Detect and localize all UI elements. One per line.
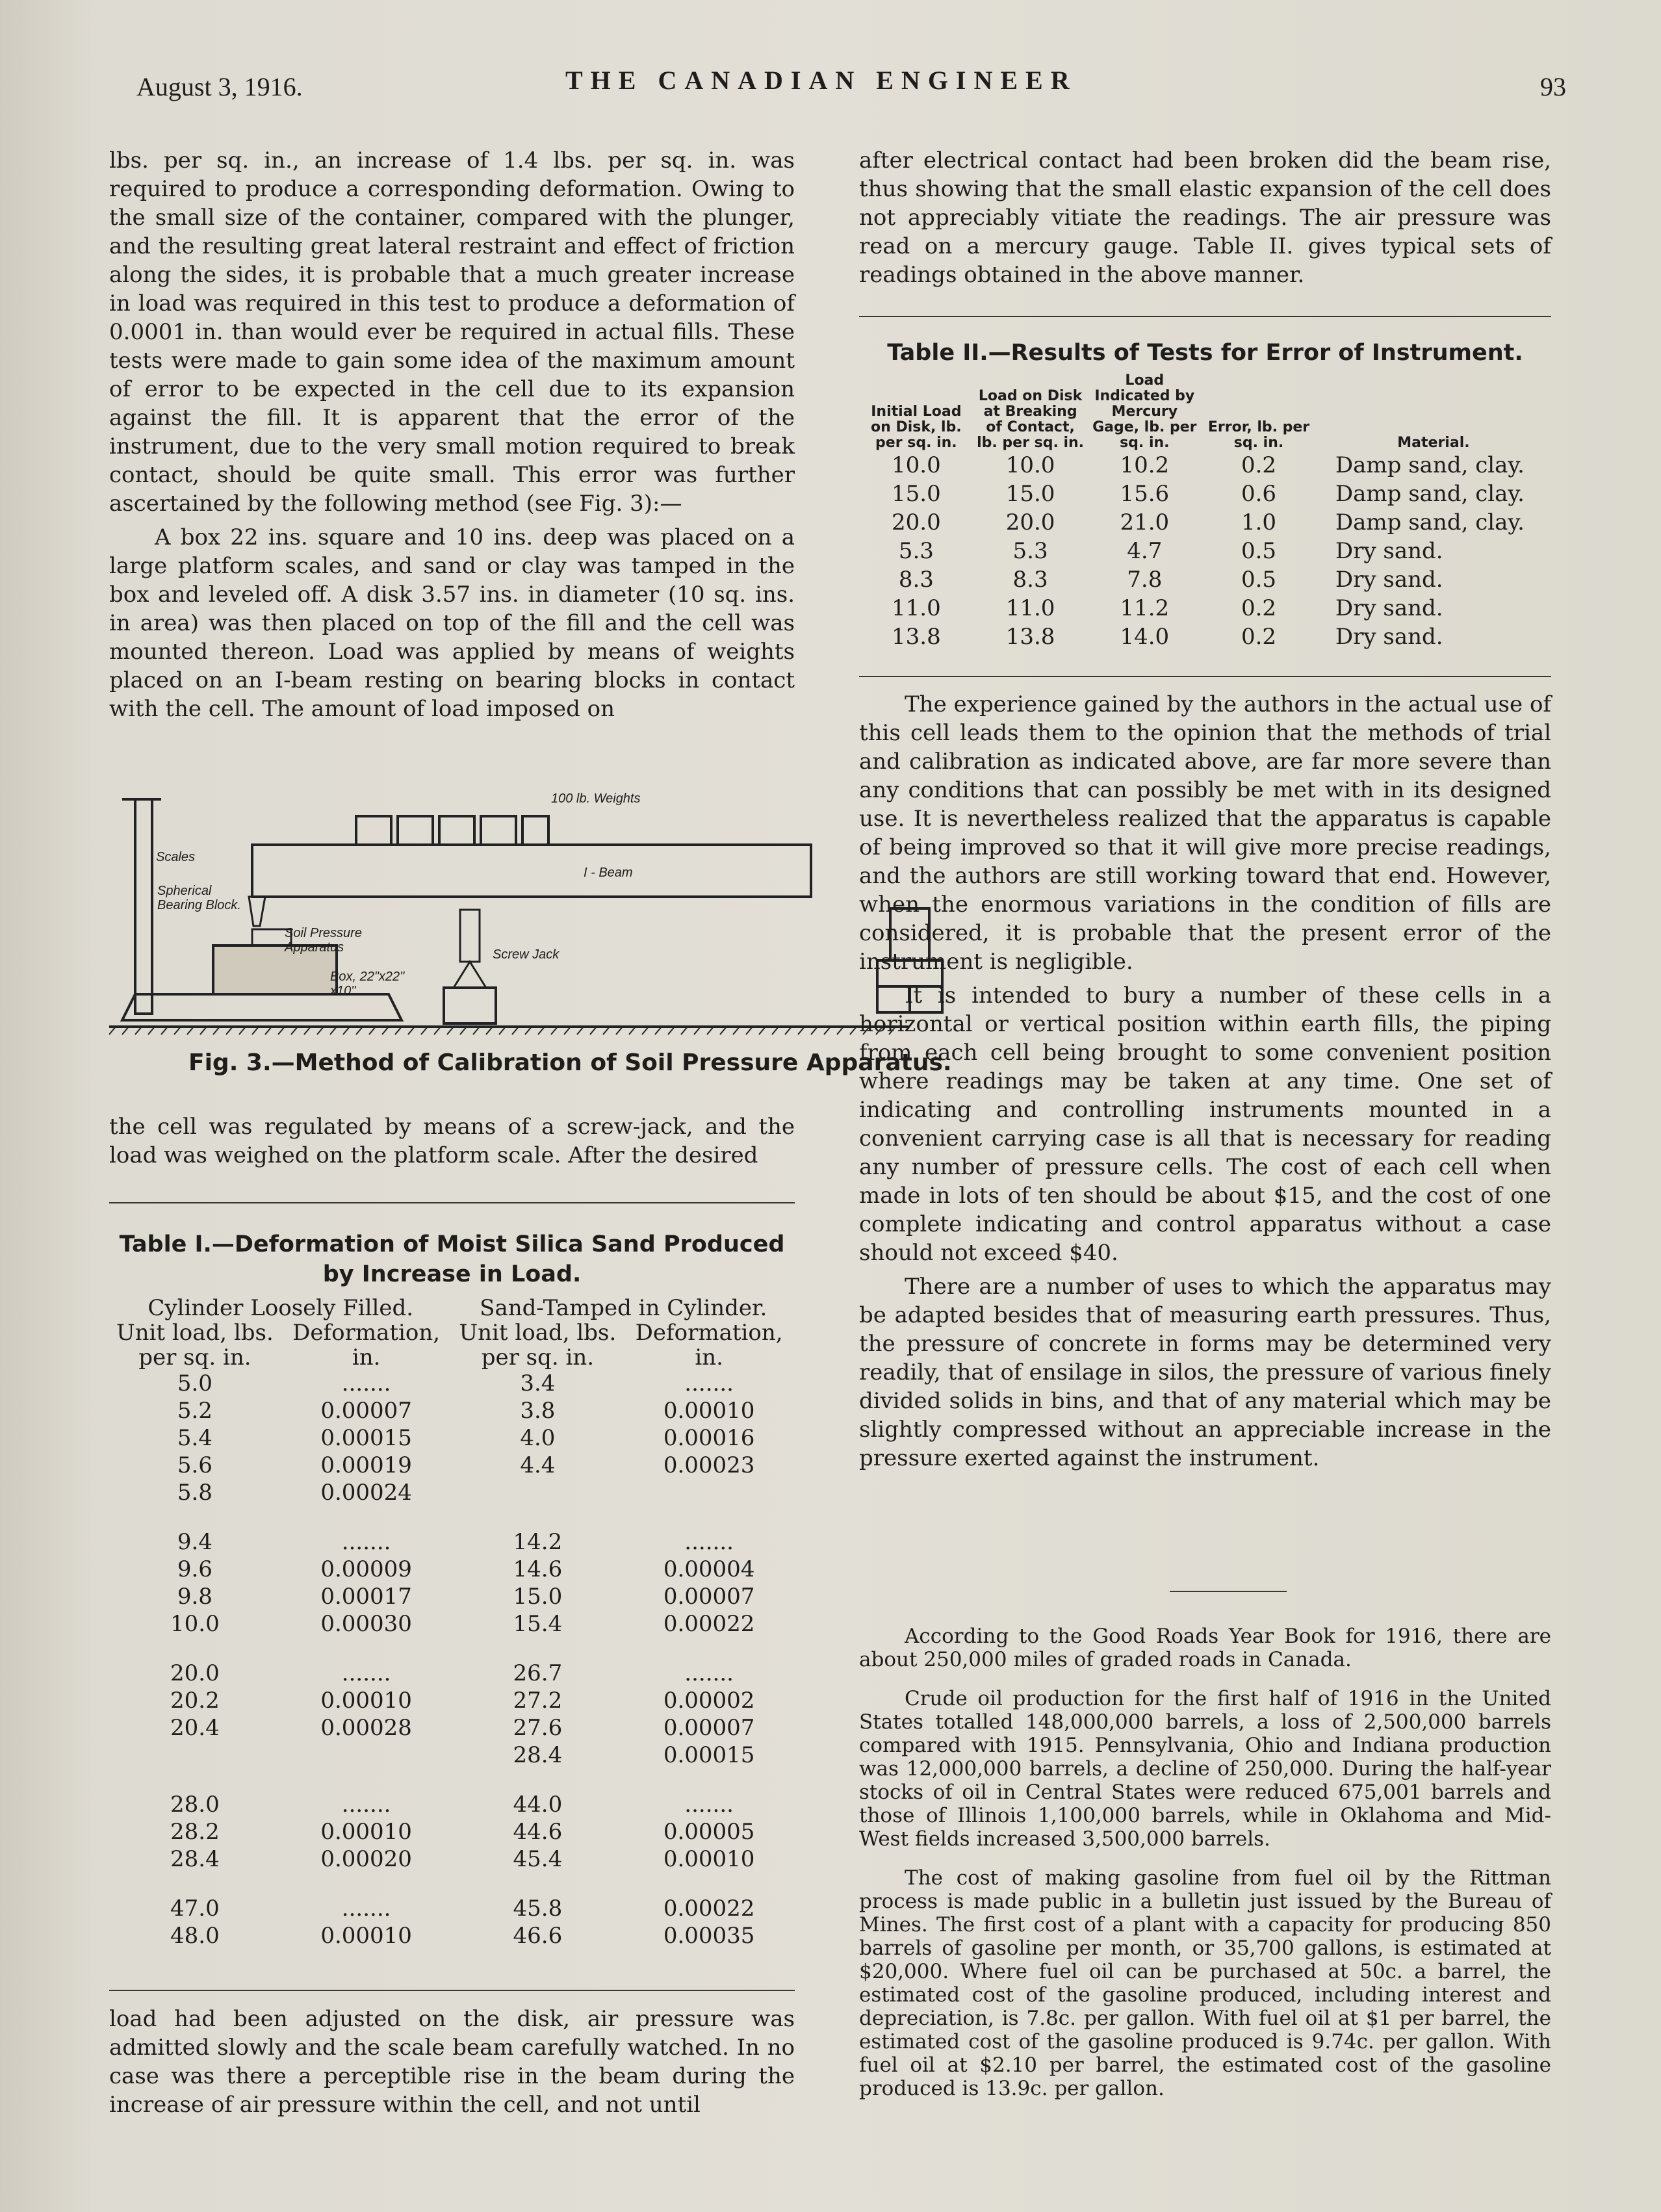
label-weights: 100 lb. Weights [551,791,641,806]
table-row [109,1506,795,1528]
col-header: Initial Load on Disk, lb. per sq. in. [871,404,962,451]
note: According to the Good Roads Year Book for 1916, there are about 250,000 miles of graded roads in Canada. [859,1625,1551,1671]
table-cell: 11.0 [892,595,941,621]
table-cell: 8.3 [898,567,934,593]
table-cell: ....... [341,1792,391,1818]
issue-date: August 3, 1916. [136,72,303,101]
divider [109,1202,795,1203]
table-cell: 10.2 [1120,452,1170,478]
material-cell: Damp sand, clay. [1335,509,1525,535]
table-cell: 3.4 [520,1370,556,1396]
table-cell: 0.00009 [320,1556,412,1582]
table-cell: ....... [341,1529,391,1555]
table-row [109,1397,795,1424]
table-cell [623,1769,795,1791]
table-cell: 3.8 [520,1398,556,1424]
table-row [859,565,1551,594]
table-cell [623,1506,795,1528]
col-header: Material. [1397,435,1470,451]
table-row [109,1610,795,1638]
table-cell: 0.00022 [663,1896,755,1922]
paragraph: load had been adjusted on the disk, air pressure was admitted slowly and the scale beam carefully watched. In no case was there a perceptible rise in the beam during the increase of air pressure within the cell, and not until [109,2006,795,2118]
divider [859,316,1551,317]
table-cell: 11.0 [1005,595,1055,621]
table-cell [281,1506,452,1528]
table-row [109,1638,795,1660]
table-row [109,1895,795,1922]
table-cell: 0.00022 [663,1611,755,1637]
table-cell: 0.5 [1241,567,1277,593]
table-cell: 0.00010 [320,1819,412,1845]
table-cell: 0.00016 [663,1425,755,1451]
table-cell: 20.4 [170,1715,220,1741]
paragraph: The experience gained by the authors in the actual use of this cell leads them to the opinion that the methods of trial and calibration as indicated above, are far more severe than any conditions that can possibly be met with in its designed use. It is nevertheless realized that the apparatus is capable of being improved so that it will give more precise readings, and the authors are still working toward that end. However, when the enormous variations in the condition of fills are considered, it is probable that the present error of the instrument is negligible. [859,691,1551,975]
table-cell: 28.2 [170,1819,220,1845]
table-cell: 15.0 [513,1584,563,1610]
table-row [109,1818,795,1845]
table-cell: 10.0 [1005,452,1055,478]
table-row [109,1556,795,1583]
table-row [859,451,1551,480]
table-cell: 0.2 [1241,624,1277,650]
table-cell: 48.0 [170,1923,220,1949]
table-cell [109,1769,281,1791]
table-cell: 4.7 [1127,538,1163,564]
table-cell: 0.00007 [320,1398,412,1424]
table-cell: 0.00019 [320,1452,412,1478]
table-cell: 0.2 [1241,595,1277,621]
table-cell: 15.0 [1005,481,1055,507]
table-row [859,623,1551,651]
page-header [136,65,1566,104]
paragraph: It is intended to bury a number of these cells in a horizontal or vertical position within earth fills, the piping from each cell being brought to some convenient position where readings may be taken at any time. One set of indicating and controlling instruments mounted in a convenient carrying case is all that is necessary for reading any number of pressure cells. The cost of each cell when made in lots of ten should be about $15, and the cost of one complete indicating and control apparatus without a case should not exceed $40. [859,983,1551,1266]
table-cell [281,1638,452,1660]
table-cell [452,1506,624,1528]
note: Crude oil production for the first half of 1916 in the United States totalled 148,000,000 barrels, a loss of 2,500,000 barrels compared with 1915. Pennsylvania, Ohio and Indiana production was 12,000,000 barrels, a decline of 250,000. During the half-year stocks of oil in Central States were reduced 675,001 barrels and those of Illinois 1,100,000 barrels, while in Oklahoma and Mid-West fields increased 3,500,000 barrels. [859,1687,1551,1851]
left-column-mid [109,1112,795,1175]
table-cell: 0.00010 [663,1846,755,1872]
table-cell: 0.00024 [320,1480,412,1506]
label-bearing-block: Spherical Bearing Block. [157,884,241,912]
table-cell: 9.8 [177,1584,212,1610]
table-cell: 0.00030 [320,1611,412,1637]
table-cell: 21.0 [1120,509,1170,535]
table-cell: 0.00015 [663,1742,755,1768]
paragraph: lbs. per sq. in., an increase of 1.4 lbs. per sq. in. was required to produce a corresponding deformation. Owing to the small size of the container, compared with the plunger, and the resulting great lateral restraint and effect of friction along the sides, it is probable that a much greater increase in load was required in this test to produce a deformation of 0.0001 in. than would ever be required in actual fills. These tests were made to gain some idea of the maximum amount of error to be expected in the cell due to its expansion against the fill. It is apparent that the error of the instrument, due to the very small motion required to break contact, should be quite small. This error was further ascertained by the following method (see Fig. 3):— [109,148,795,517]
table-cell: 28.0 [170,1792,220,1818]
table-row [109,1714,795,1742]
table-cell: 0.00028 [320,1715,412,1741]
table-row [109,1769,795,1791]
table-cell [452,1479,624,1506]
table-cell [623,1638,795,1660]
col-header-deformation: Deformation, in. [292,1320,441,1370]
table-cell: ....... [341,1896,391,1922]
col-header-deformation: Deformation, in. [635,1320,783,1370]
table-cell: 5.3 [1012,538,1048,564]
table-1-group-right: Sand-Tamped in Cylinder. [480,1295,767,1321]
table-cell [281,1742,452,1769]
table-cell: 5.3 [898,538,934,564]
short-divider [1170,1591,1287,1592]
table-cell: 28.4 [513,1742,563,1768]
table-cell: 0.5 [1241,538,1277,564]
left-column-bottom [109,2005,795,2124]
table-row [109,1583,795,1610]
table-cell: 0.00010 [320,1688,412,1714]
paragraph: A box 22 ins. square and 10 ins. deep was placed on a large platform scales, and sand or clay was tamped in the box and leveled off. A disk 3.57 ins. in diameter (10 sq. ins. in area) was then placed on top of the fill and the cell was mounted thereon. Load was applied by means of weights placed on an I-beam resting on bearing blocks in contact with the cell. The amount of load imposed on [109,524,795,722]
table-cell: ....... [684,1529,734,1555]
table-cell: 0.00005 [663,1819,755,1845]
table-cell: 15.0 [892,481,941,507]
table-cell: 0.2 [1241,452,1277,478]
table-cell: 26.7 [513,1660,563,1686]
table-cell: 15.4 [513,1611,563,1637]
col-header-load: Unit load, lbs. per sq. in. [459,1320,617,1370]
table-cell [109,1742,281,1769]
table-cell: 27.2 [513,1688,563,1714]
material-cell: Dry sand. [1335,595,1443,621]
table-2 [859,338,1551,651]
table-cell: 20.0 [170,1660,220,1686]
table-cell: 46.6 [513,1923,563,1949]
label-box: Box, 22"x22" x10" [330,970,405,998]
table-cell: 4.0 [520,1425,556,1451]
table-cell: 5.2 [177,1398,212,1424]
table-cell [452,1873,624,1895]
table-cell: 13.8 [892,624,941,650]
table-cell: 5.6 [177,1452,212,1478]
page-number: 93 [1540,72,1566,101]
table-1-grid [109,1296,795,1949]
table-cell: 0.6 [1241,481,1277,507]
table-cell: 0.00010 [663,1398,755,1424]
table-cell [109,1506,281,1528]
left-column-top [109,146,795,728]
table-row [859,508,1551,537]
table-cell: 0.00007 [663,1584,755,1610]
material-cell: Damp sand, clay. [1335,481,1525,507]
news-notes [859,1625,1551,2116]
table-row [109,1370,795,1397]
table-cell: ....... [684,1370,734,1396]
table-cell [281,1873,452,1895]
table-cell [109,1873,281,1895]
label-i-beam: I - Beam [584,866,633,880]
table-cell: 8.3 [1012,567,1048,593]
table-cell: 27.6 [513,1715,563,1741]
table-row [859,480,1551,508]
table-cell: 10.0 [892,452,941,478]
journal-title: THE CANADIAN ENGINEER [565,66,1077,95]
table-cell: 0.00010 [320,1923,412,1949]
table-cell: 0.00035 [663,1923,755,1949]
table-row [109,1687,795,1714]
table-cell: 0.00023 [663,1452,755,1478]
table-cell [623,1479,795,1506]
table-cell: 44.6 [513,1819,563,1845]
table-cell: 20.0 [1005,509,1055,535]
table-1-group-left: Cylinder Loosely Filled. [148,1295,414,1321]
right-column-top [859,146,1551,294]
material-cell: Dry sand. [1335,624,1443,650]
col-header-load: Unit load, lbs. per sq. in. [116,1320,274,1370]
table-cell: ....... [684,1660,734,1686]
table-cell: ....... [684,1792,734,1818]
table-row [859,537,1551,565]
table-cell: 14.2 [513,1529,563,1555]
table-cell: 5.0 [177,1370,212,1396]
table-cell [109,1638,281,1660]
material-cell: Dry sand. [1335,567,1443,593]
table-cell: 11.2 [1120,595,1170,621]
table-row [859,594,1551,623]
table-cell: 20.0 [892,509,941,535]
note: The cost of making gasoline from fuel oil by the Rittman process is made public in a bulletin just issued by the Bureau of Mines. The first cost of a plant with a capacity for producing 850 barrels of gasoline per month, or 35,700 gallons, is estimated at $20,000. Where fuel oil can be purchased at 50c. a barrel, the estimated cost of the gasoline produced, including interest and depreciation, is 7.8c. per gallon. With fuel oil at $1 per barrel, the estimated cost of the gasoline produced is 9.74c. per gallon. With fuel oil at $2.10 per barrel, the estimated cost of the gasoline produced is 13.9c. per gallon. [859,1866,1551,2100]
table-row [109,1742,795,1769]
table-cell: 0.00004 [663,1556,755,1582]
table-cell: 7.8 [1127,567,1163,593]
paragraph: after electrical contact had been broken did the beam rise, thus showing that the small elastic expansion of the cell does not appreciably vitiate the readings. The air pressure was read on a mercury gauge. Table II. gives typical sets of readings obtained in the above manner. [859,148,1551,288]
divider [859,676,1551,677]
table-cell: 1.0 [1241,509,1277,535]
table-cell: 0.00020 [320,1846,412,1872]
calibration-diagram [109,780,908,1053]
table-cell [452,1769,624,1791]
table-cell: ....... [341,1370,391,1396]
table-cell: 44.0 [513,1792,563,1818]
figure-3 [109,780,908,1053]
table-cell: 9.6 [177,1556,212,1582]
table-cell: 15.6 [1120,481,1170,507]
table-1-body [109,1370,795,1949]
table-cell [452,1638,624,1660]
table-row [109,1424,795,1452]
table-cell: 10.0 [170,1611,220,1637]
table-cell: 47.0 [170,1896,220,1922]
label-screw-jack: Screw Jack [493,947,560,962]
figure-caption: Fig. 3.—Method of Calibration of Soil Pressure Apparatus. [188,1049,952,1076]
table-cell: 45.4 [513,1846,563,1872]
table-cell: 5.4 [177,1425,212,1451]
table-cell: ....... [341,1660,391,1686]
table-2-grid [859,373,1551,651]
col-header: Load on Disk at Breaking of Contact, lb. per sq. in. [977,388,1085,451]
label-scales: Scales [156,850,196,864]
paragraph: the cell was regulated by means of a screw-jack, and the load was weighed on the platform scale. After the desired [109,1114,795,1168]
material-cell: Damp sand, clay. [1335,452,1525,478]
table-cell: 9.4 [177,1529,212,1555]
table-cell: 45.8 [513,1896,563,1922]
table-row [109,1479,795,1506]
table-cell [623,1873,795,1895]
table-2-title: Table II.—Results of Tests for Error of Instrument. [887,340,1523,366]
col-header: Load Indicated by Mercury Gage, lb. per sq. in. [1092,372,1197,451]
col-header: Error, lb. per sq. in. [1207,419,1310,451]
paragraph: There are a number of uses to which the apparatus may be adapted besides that of measuring earth pressures. Thus, the pressure of concrete in forms may be determined very readily, that of ensilage in silos, the pressure of various finely divided solids in bins, and that of any material which may be slightly compressed without an appreciable increase in the pressure exerted against the instrument. [859,1274,1551,1471]
table-cell: 0.00017 [320,1584,412,1610]
table-row [109,1873,795,1895]
table-row [109,1528,795,1556]
table-row [109,1922,795,1949]
table-cell [281,1769,452,1791]
table-1 [109,1229,795,1949]
table-row [109,1791,795,1818]
table-cell: 14.6 [513,1556,563,1582]
table-cell: 20.2 [170,1688,220,1714]
table-row [109,1452,795,1479]
divider [109,1990,795,1991]
table-cell: 0.00002 [663,1688,755,1714]
table-cell: 28.4 [170,1846,220,1872]
label-soil-apparatus: Soil Pressure Apparatus [285,926,362,955]
right-column-mid [859,690,1551,1478]
table-row [109,1660,795,1687]
material-cell: Dry sand. [1335,538,1443,564]
table-cell: 4.4 [520,1452,556,1478]
table-cell: 13.8 [1005,624,1055,650]
table-cell: 0.00007 [663,1715,755,1741]
table-cell: 5.8 [177,1480,212,1506]
table-cell: 0.00015 [320,1425,412,1451]
table-cell: 14.0 [1120,624,1170,650]
table-row [109,1845,795,1873]
table-1-title: Table I.—Deformation of Moist Silica Sand Produced by Increase in Load. [119,1231,785,1287]
